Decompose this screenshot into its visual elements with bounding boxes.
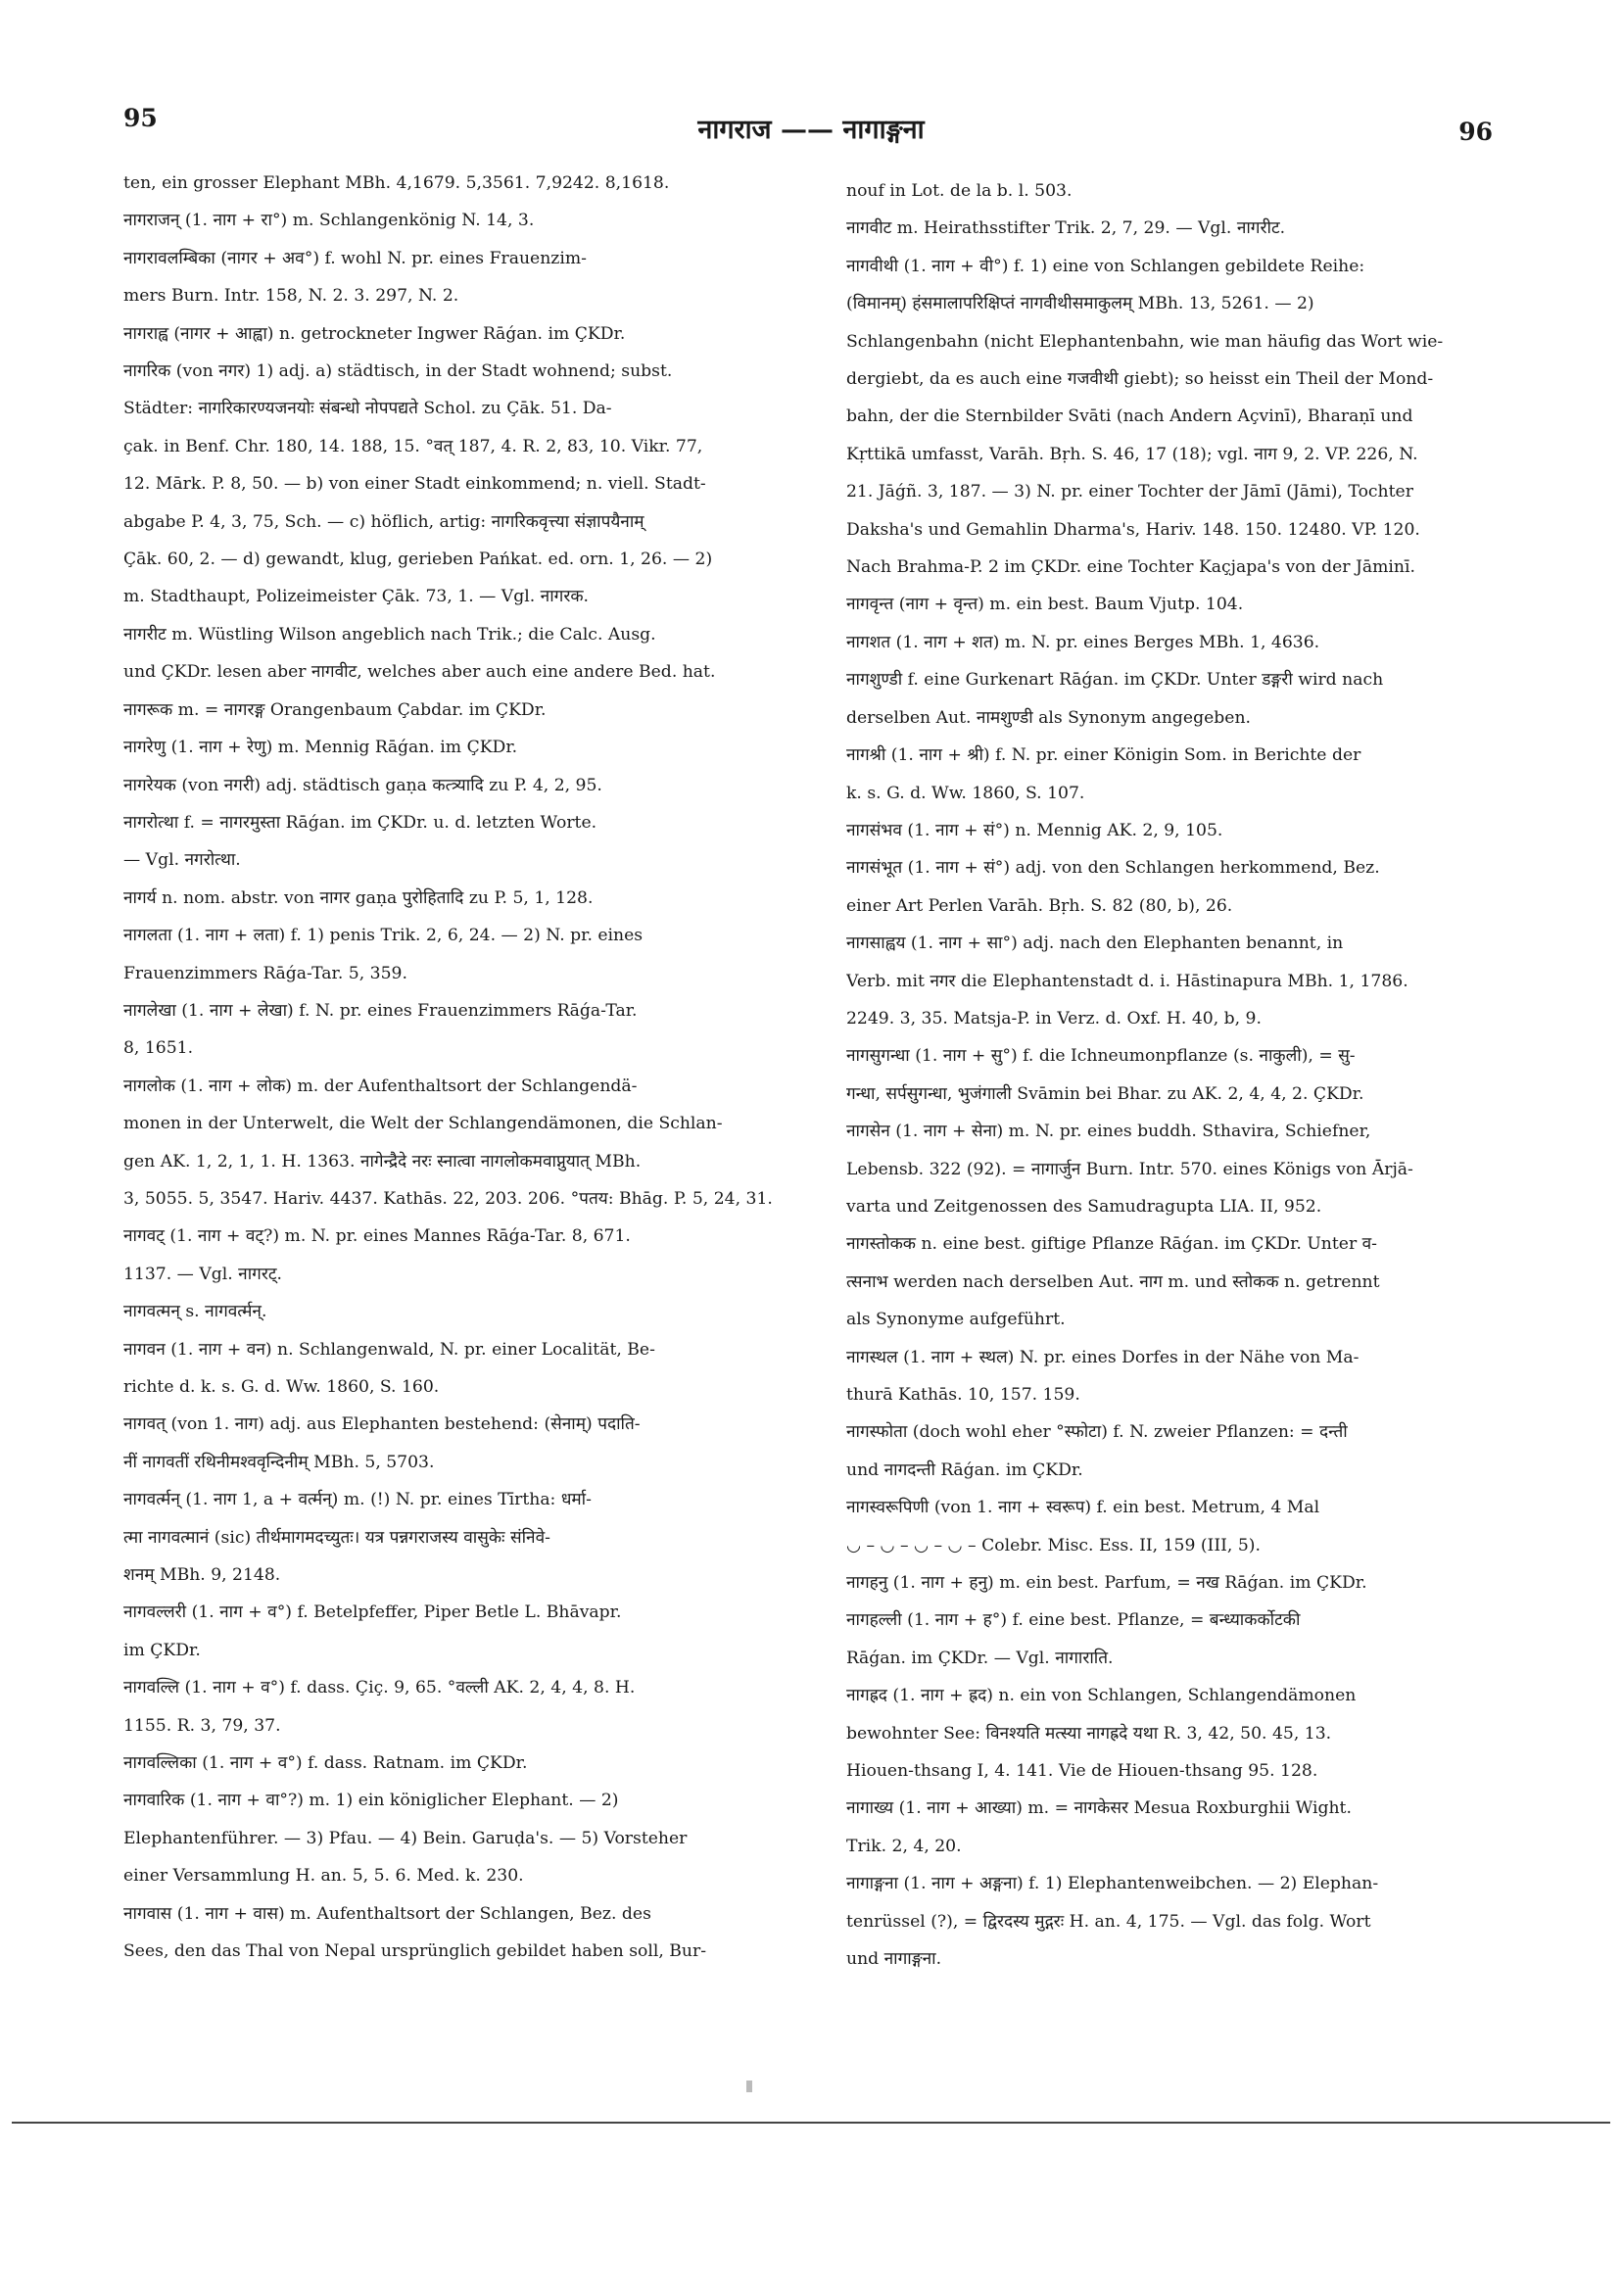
entry-line: — Vgl. नगरोत्था.	[123, 850, 241, 871]
entry-line: einer Versammlung H. an. 5, 5. 6. Med. k. 230.	[123, 1866, 524, 1887]
entry-line: Lebensb. 322 (92). = नागार्जुन Burn. Intr. 570. eines Königs von Ārjā-	[846, 1159, 1413, 1179]
entry-line: Hiouen-thsang I, 4. 141. Vie de Hiouen-thsang 95. 128.	[846, 1761, 1318, 1782]
running-header-title: नागराज —— नागाङ्गना	[697, 115, 925, 145]
entry-line: नागर्य n. nom. abstr. von नागर gaṇa पुरोहितादि zu P. 5, 1, 128.	[123, 887, 594, 908]
entry-line: नागाख्य (1. नाग + आख्या) m. = नागकेसर Mesua Roxburghii Wight.	[846, 1798, 1352, 1819]
entry-line: नागस्फोता (doch wohl eher °स्फोटा) f. N. zweier Pflanzen: = दन्ती	[846, 1422, 1348, 1443]
entry-line: नागस्तोकक n. eine best. giftige Pflanze Rāǵan. im ÇKDr. Unter व-	[846, 1234, 1377, 1255]
entry-line: नागराजन् (1. नाग + रा°) m. Schlangenkönig N. 14, 3.	[123, 211, 535, 231]
entry-line: 1137. — Vgl. नागरट्.	[123, 1264, 282, 1284]
entry-line: नागलता (1. नाग + लता) f. 1) penis Trik. 2, 6, 24. — 2) N. pr. eines	[123, 926, 644, 946]
entry-line: und नागदन्ती Rāǵan. im ÇKDr.	[846, 1459, 1083, 1480]
entry-line: नागाङ्गना (1. नाग + अङ्गना) f. 1) Elephantenweibchen. — 2) Elephan-	[846, 1874, 1379, 1894]
entry-line: नागवृन्त (नाग + वृन्त) m. ein best. Baum Vjutp. 104.	[846, 595, 1244, 615]
entry-line: gen AK. 1, 2, 1, 1. H. 1363. नागेन्द्रैदे नरः स्नात्वा नागलोकमवाप्नुयात् MBh.	[123, 1151, 642, 1172]
entry-line: नागस्वरूपिणी (von 1. नाग + स्वरूप) f. ein best. Metrum, 4 Mal	[846, 1498, 1320, 1518]
page-number-right: 96	[1458, 118, 1493, 146]
entry-line: ◡ – ◡ – ◡ – ◡ – Colebr. Misc. Ess. II, 159 (III, 5).	[846, 1535, 1261, 1555]
entry-line: Elephantenführer. — 3) Pfau. — 4) Bein. Garuḍa's. — 5) Vorsteher	[123, 1828, 688, 1848]
entry-line: m. Stadthaupt, Polizeimeister Çāk. 73, 1. — Vgl. नागरक.	[123, 587, 590, 607]
entry-line: नागवल्लरी (1. नाग + व°) f. Betelpfeffer, Piper Betle L. Bhāvapr.	[123, 1602, 622, 1623]
entry-line: नागरूक m. = नागरङ्ग Orangenbaum Çabdar. im ÇKDr.	[123, 699, 547, 720]
entry-line: bewohnter See: विनश्यति मत्स्या नागह्रदे यथा R. 3, 42, 50. 45, 13.	[846, 1723, 1332, 1744]
entry-line: tenrüssel (?), = द्विरदस्य मुद्गरः H. an. 4, 175. — Vgl. das folg. Wort	[846, 1911, 1371, 1932]
entry-line: नागलेखा (1. नाग + लेखा) f. N. pr. eines Frauenzimmers Rāǵa-Tar.	[123, 1000, 638, 1021]
entry-line: nouf in Lot. de la b. l. 503.	[846, 181, 1073, 201]
entry-line: त्मा नागवत्मानं (sic) तीर्थमागमदच्युतः। यत्र पन्नगराजस्य वासुकेः संनिवे-	[123, 1527, 550, 1548]
entry-line: त्सनाभ werden nach derselben Aut. नाग m. und स्तोकक n. getrennt	[846, 1271, 1380, 1292]
entry-line: नागहल्ली (1. नाग + ह°) f. eine best. Pflanze, = बन्ध्याकर्कोटकी	[846, 1610, 1301, 1631]
left-column	[123, 165, 799, 1971]
entry-line: नागस्थल (1. नाग + स्थल) N. pr. eines Dorfes in der Nähe von Ma-	[846, 1347, 1360, 1367]
entry-line: ten, ein grosser Elephant MBh. 4,1679. 5,3561. 7,9242. 8,1618.	[123, 173, 670, 193]
entry-line: bahn, der die Sternbilder Svāti (nach Andern Açvinī), Bharaṇī und	[846, 407, 1413, 427]
entry-line: richte d. k. s. G. d. Ww. 1860, S. 160.	[123, 1377, 440, 1397]
entry-line: Kṛttikā umfasst, Varāh. Bṛh. S. 46, 17 (18); vgl. नाग 9, 2. VP. 226, N.	[846, 444, 1418, 464]
entry-line: varta und Zeitgenossen des Samudragupta LIA. II, 952.	[846, 1196, 1322, 1217]
entry-line: Schlangenbahn (nicht Elephantenbahn, wie man häufig das Wort wie-	[846, 331, 1444, 352]
entry-line: k. s. G. d. Ww. 1860, S. 107.	[846, 783, 1085, 803]
entry-line: नागवीथी (1. नाग + वी°) f. 1) eine von Schlangen gebildete Reihe:	[846, 256, 1365, 276]
entry-line: mers Burn. Intr. 158, N. 2. 3. 297, N. 2.	[123, 286, 459, 307]
entry-line: 21. Jāǵñ. 3, 187. — 3) N. pr. einer Tochter der Jāmī (Jāmi), Tochter	[846, 482, 1413, 502]
entry-line: im ÇKDr.	[123, 1640, 201, 1660]
entry-line: नागसंभव (1. नाग + सं°) n. Mennig AK. 2, 9, 105.	[846, 820, 1223, 840]
entry-line: नागहनु (1. नाग + हनु) m. ein best. Parfum, = नख Rāǵan. im ÇKDr.	[846, 1573, 1367, 1594]
entry-line: Daksha's und Gemahlin Dharma's, Hariv. 148. 150. 12480. VP. 120.	[846, 519, 1420, 540]
entry-line: नागवन (1. नाग + वन) n. Schlangenwald, N. pr. einer Localität, Be-	[123, 1339, 655, 1360]
entry-line: Rāǵan. im ÇKDr. — Vgl. नागाराति.	[846, 1648, 1114, 1668]
entry-line: नागसाह्वय (1. नाग + सा°) adj. nach den Elephanten benannt, in	[846, 933, 1344, 954]
entry-line: नागह्रद (1. नाग + ह्रद) n. ein von Schlangen, Schlangendämonen	[846, 1686, 1357, 1706]
entry-line: als Synonyme aufgeführt.	[846, 1310, 1066, 1330]
entry-line: नागसंभूत (1. नाग + सं°) adj. von den Schlangen herkommend, Bez.	[846, 858, 1380, 879]
entry-line: thurā Kathās. 10, 157. 159.	[846, 1385, 1080, 1405]
entry-line: abgabe P. 4, 3, 75, Sch. — c) höflich, artig: नागरिकवृत्त्या संज्ञापयैनाम्	[123, 511, 644, 532]
entry-line: 3, 5055. 5, 3547. Hariv. 4437. Kathās. 22, 203. 206. °पतय: Bhāg. P. 5, 24, 31.	[123, 1188, 773, 1209]
entry-line: नागवत् (von 1. नाग) adj. aus Elephanten bestehend: (सेनाम्) पदाति-	[123, 1414, 641, 1435]
entry-line: çak. in Benf. Chr. 180, 14. 188, 15. °वत् 187, 4. R. 2, 83, 10. Vikr. 77,	[123, 436, 703, 456]
entry-line: नागराह्व (नागर + आह्वा) n. getrockneter Ingwer Rāǵan. im ÇKDr.	[123, 323, 626, 344]
scan-mark	[746, 2081, 752, 2092]
entry-line: नागश्री (1. नाग + श्री) f. N. pr. einer Königin Som. in Berichte der	[846, 745, 1361, 766]
entry-line: 12. Mārk. P. 8, 50. — b) von einer Stadt einkommend; n. viell. Stadt-	[123, 474, 706, 495]
entry-line: नागरेणु (1. नाग + रेणु) m. Mennig Rāǵan. im ÇKDr.	[123, 738, 518, 758]
entry-line: einer Art Perlen Varāh. Bṛh. S. 82 (80, b), 26.	[846, 895, 1233, 916]
entry-line: Trik. 2, 4, 20.	[846, 1836, 962, 1856]
entry-line: Frauenzimmers Rāǵa-Tar. 5, 359.	[123, 963, 407, 983]
entry-line: नागवत्मन् s. नागवर्त्मन्.	[123, 1302, 267, 1322]
entry-line: Verb. mit नगर die Elephantenstadt d. i. Hāstinapura MBh. 1, 1786.	[846, 971, 1408, 991]
entry-line: Sees, den das Thal von Nepal ursprünglich gebildet haben soll, Bur-	[123, 1941, 707, 1962]
entry-line: नागसुगन्धा (1. नाग + सु°) f. die Ichneumonpflanze (s. नाकुली), = सु-	[846, 1046, 1356, 1067]
entry-line: und नागाङ्गना.	[846, 1949, 942, 1970]
entry-line: नागरीट m. Wüstling Wilson angeblich nach Trik.; die Calc. Ausg.	[123, 624, 656, 645]
entry-line: 1155. R. 3, 79, 37.	[123, 1715, 281, 1736]
entry-line: monen in der Unterwelt, die Welt der Schlangendämonen, die Schlan-	[123, 1114, 723, 1134]
entry-line: Städter: नागरिकारण्यजनयोः संबन्धो नोपपद्यते Schol. zu Çāk. 51. Da-	[123, 399, 612, 419]
entry-line: Çāk. 60, 2. — d) gewandt, klug, gerieben Pańkat. ed. orn. 1, 26. — 2)	[123, 550, 713, 570]
entry-line: नागवर्त्मन् (1. नाग 1, a + वर्त्मन्) m. (!) N. pr. eines Tīrtha: धर्मा-	[123, 1490, 592, 1510]
entry-line: नागसेन (1. नाग + सेना) m. N. pr. eines buddh. Sthavira, Schiefner,	[846, 1122, 1371, 1142]
page-number-left: 95	[123, 104, 158, 132]
entry-line: 2249. 3, 35. Matsja-P. in Verz. d. Oxf. H. 40, b, 9.	[846, 1008, 1262, 1028]
entry-line: dergiebt, da es auch eine गजवीथी giebt); so heisst ein Theil der Mond-	[846, 369, 1434, 390]
entry-line: नागवास (1. नाग + वास) m. Aufenthaltsort der Schlangen, Bez. des	[123, 1903, 651, 1924]
entry-line: derselben Aut. नामशुण्डी als Synonym angegeben.	[846, 707, 1251, 728]
entry-line: शनम् MBh. 9, 2148.	[123, 1565, 281, 1586]
entry-line: (विमानम्) हंसमालापरिक्षिप्तं नागवीथीसमाकुलम् MBh. 13, 5261. — 2)	[846, 294, 1314, 314]
entry-line: नागशुण्डी f. eine Gurkenart Rāǵan. im ÇKDr. Unter डङ्गरी wird nach	[846, 670, 1384, 691]
entry-line: नागरिक (von नगर) 1) adj. a) städtisch, in der Stadt wohnend; subst.	[123, 361, 673, 382]
entry-line: नीं नागवतीं रथिनीमश्ववृन्दिनीम् MBh. 5, 5703.	[123, 1452, 435, 1472]
entry-line: नागवट् (1. नाग + वट्?) m. N. pr. eines Mannes Rāǵa-Tar. 8, 671.	[123, 1226, 631, 1247]
entry-line: 8, 1651.	[123, 1038, 194, 1059]
entry-line: नागरेयक (von नगरी) adj. städtisch gaṇa कत्त्र्यादि zu P. 4, 2, 95.	[123, 775, 602, 795]
entry-line: नागवीट m. Heirathsstifter Trik. 2, 7, 29. — Vgl. नागरीट.	[846, 218, 1286, 239]
entry-line: नागवल्लि (1. नाग + व°) f. dass. Çiç. 9, 65. °वल्ली AK. 2, 4, 4, 8. H.	[123, 1678, 636, 1698]
entry-line: नागशत (1. नाग + शत) m. N. pr. eines Berges MBh. 1, 4636.	[846, 632, 1320, 652]
bottom-rule	[12, 2122, 1610, 2124]
entry-line: नागवल्लिका (1. नाग + व°) f. dass. Ratnam. im ÇKDr.	[123, 1753, 528, 1774]
entry-line: नागरावलम्बिका (नागर + अव°) f. wohl N. pr. eines Frauenzim-	[123, 248, 587, 268]
entry-line: Nach Brahma-P. 2 im ÇKDr. eine Tochter Kaçjapa's von der Jāminī.	[846, 557, 1415, 578]
entry-line: und ÇKDr. lesen aber नागवीट, welches aber auch eine andere Bed. hat.	[123, 662, 716, 683]
right-column	[846, 172, 1501, 1979]
entry-line: नागरोत्था f. = नागरमुस्ता Rāǵan. im ÇKDr. u. d. letzten Worte.	[123, 812, 597, 833]
entry-line: नागवारिक (1. नाग + वा°?) m. 1) ein königlicher Elephant. — 2)	[123, 1791, 619, 1811]
entry-line: नागलोक (1. नाग + लोक) m. der Aufenthaltsort der Schlangendä-	[123, 1076, 638, 1096]
entry-line: गन्धा, सर्पसुगन्धा, भुजंगाली Svāmin bei Bhar. zu AK. 2, 4, 4, 2. ÇKDr.	[846, 1083, 1364, 1104]
